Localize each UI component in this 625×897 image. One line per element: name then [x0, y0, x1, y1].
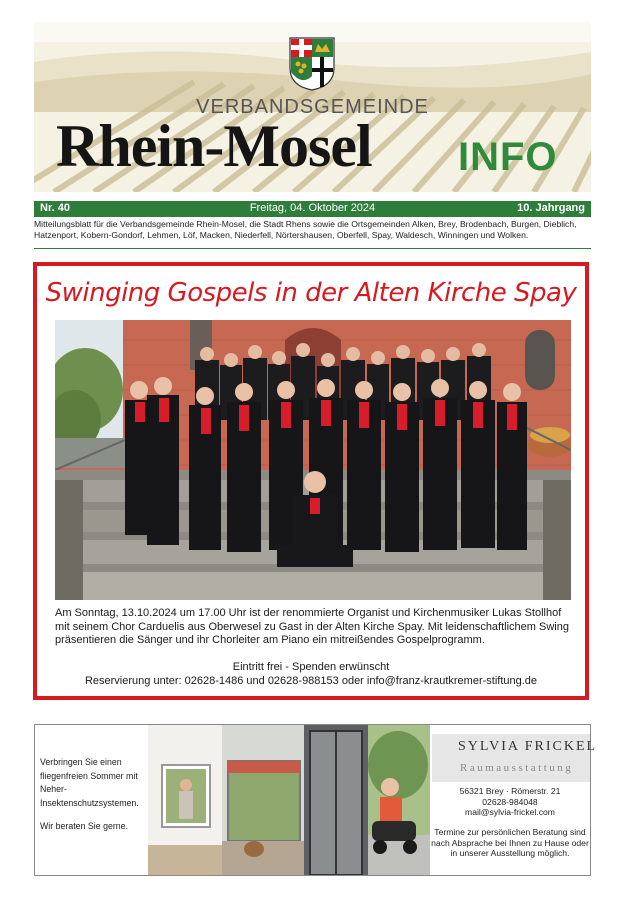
issue-volume: 10. Jahrgang	[517, 202, 585, 214]
issue-bar	[34, 201, 591, 217]
ad-company-name: SYLVIA FRICKEL	[458, 739, 598, 754]
ad-address: 56321 Brey · Römerstr. 21	[459, 786, 561, 796]
choir-photo	[55, 320, 571, 600]
masthead-subtitle: VERBANDSGEMEINDE	[196, 96, 429, 118]
ad-note: Termine zur persönlichen Beratung sind nach Absprache bei Ihnen zu Hause oder in unserer Ausstellung möglich.	[431, 827, 589, 858]
ad-company-sub: Raumausstattung	[460, 762, 574, 774]
masthead-title: Rhein-Mosel	[56, 113, 372, 179]
ad-contact	[430, 786, 590, 818]
article-entry-info: Eintritt frei - Spenden erwünscht	[232, 661, 390, 673]
ad-email: mail@sylvia-frickel.com	[465, 807, 555, 817]
article-reservation: Reservierung unter: 02628-1486 und 02628-988153 oder info@franz-krautkremer-stiftung.de	[84, 675, 538, 687]
issue-number: Nr. 40	[40, 202, 70, 214]
intro-text: Mitteilungsblatt für die Verbandsgemeinde Rhein-Mosel, die Stadt Rhens sowie die Ortsgemeinden Alken, Brey, Brodenbach, Burgen, Dieblich, Hatzenport, Kobern-Gondorf, Lehmen, Löf, Macken, Niederfell, Nörtershausen, Oberfell, Spay, Waldesch, Winningen und Wolken.	[34, 219, 577, 240]
ad-copy-main: Verbringen Sie einen fliegenfreien Sommer mit Neher-Insektenschutzsystemen.	[40, 757, 139, 808]
article-headline: Swinging Gospels in der Alten Kirche Spay	[45, 278, 577, 308]
coat-of-arms-icon	[288, 36, 336, 92]
ad-copy-cta: Wir beraten Sie gerne.	[40, 821, 129, 831]
masthead-title-suffix: INFO	[458, 135, 558, 179]
divider	[34, 248, 591, 249]
ad-phone: 02628-984048	[482, 796, 538, 807]
article-body: Am Sonntag, 13.10.2024 um 17.00 Uhr ist der renommierte Organist und Kirchenmusiker Lukas Stollhof mit seinem Chor Carduelis aus Oberwesel zu Gast in der Alten Kirche Spay. Mit leidenschaftlichem Swing präsentieren die Sänger und ihr Chorleiter am Piano ein mitreißendes Gospelprogramm.	[55, 607, 569, 646]
ad-photo	[148, 725, 430, 875]
issue-date: Freitag, 04. Oktober 2024	[249, 202, 376, 214]
ad-copy	[40, 756, 148, 844]
